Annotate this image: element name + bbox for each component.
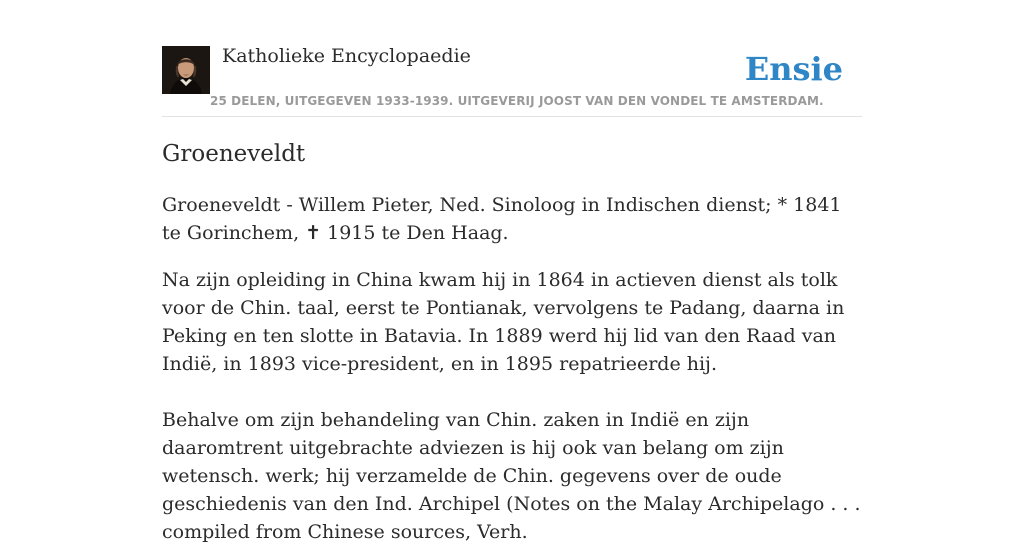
site-subtitle: 25 DELEN, UITGEGEVEN 1933-1939. UITGEVERIJ JOOST VAN DEN VONDEL TE AMSTERDAM. xyxy=(210,94,824,108)
article xyxy=(162,136,862,546)
article-title: Groeneveldt xyxy=(162,141,306,167)
site-header xyxy=(162,40,862,117)
site-title[interactable]: Katholieke Encyclopaedie xyxy=(222,45,471,67)
avatar[interactable] xyxy=(162,46,210,94)
article-lead: Groeneveldt - Willem Pieter, Ned. Sinoloog in Indischen dienst; * 1841 te Gorinchem, ✝ 1915 te Den Haag. xyxy=(162,194,842,244)
article-paragraph: Behalve om zijn behandeling van Chin. zaken in Indië en zijn daaromtrent uitgebrachte adviezen is hij ook van belang om zijn wetensch. werk; hij verzamelde de Chin. gegevens over de oude geschiedenis van den Ind. Archipel (Notes on the Malay Archipelago . . . compiled from Chinese sources, Verh. xyxy=(162,409,861,543)
portrait-icon xyxy=(162,46,210,94)
article-paragraph: Na zijn opleiding in China kwam hij in 1864 in actieven dienst als tolk voor de Chin. taal, eerst te Pontianak, vervolgens te Padang, daarna in Peking en ten slotte in Batavia. In 1889 werd hij lid van den Raad van Indië, in 1893 vice-president, en in 1895 repatrieerde hij. xyxy=(162,269,845,375)
brand-logo-link[interactable]: Ensie xyxy=(744,50,843,88)
